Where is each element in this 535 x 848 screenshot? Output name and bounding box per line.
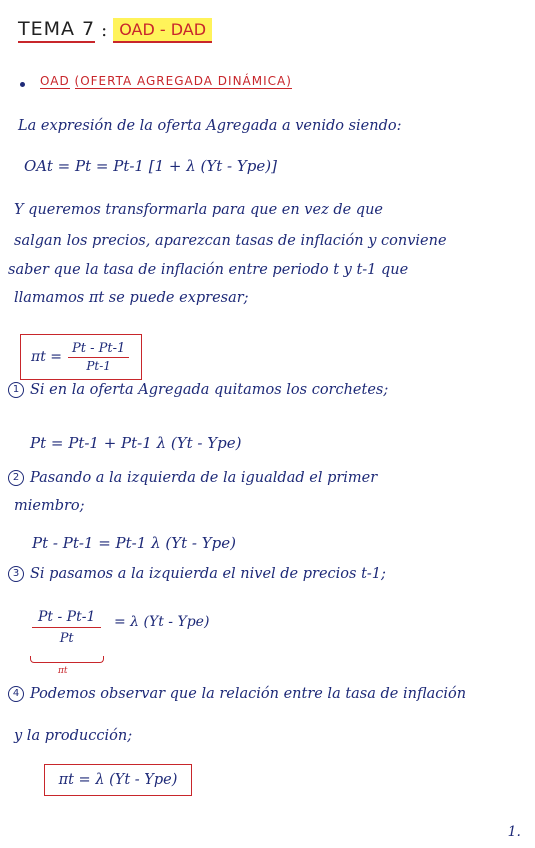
- step-3-under-label: πt: [58, 666, 68, 676]
- def-denominator: Pt-1: [86, 359, 111, 373]
- intro-line: La expresión de la oferta Agregada a venido siendo:: [18, 118, 402, 134]
- step-3-text: [8, 566, 386, 582]
- inflation-definition-box: [20, 334, 142, 380]
- paragraph-line: saber que la tasa de inflación entre periodo t y t-1 que: [8, 262, 409, 278]
- section-short: OAD: [40, 74, 70, 88]
- bullet-icon: [20, 82, 25, 87]
- paragraph-line: salgan los precios, aparezcan tasas de inflación y conviene: [14, 233, 447, 249]
- final-relation-box: πt = λ (Yt - Ype): [44, 764, 192, 796]
- step-number-badge: 2: [8, 470, 24, 486]
- step-4-text: [8, 686, 466, 702]
- step-3-underbrace: [30, 656, 104, 663]
- def-fraction: [68, 341, 129, 373]
- page-title: [18, 18, 212, 43]
- highlighted-topic: OAD - DAD: [113, 18, 212, 43]
- step-2-formula: Pt - Pt-1 = Pt-1 λ (Yt - Ype): [32, 534, 236, 552]
- title-colon: :: [101, 20, 108, 41]
- step-3-denominator: Pt: [59, 631, 74, 646]
- step-3-numerator: Pt - Pt-1: [32, 609, 101, 628]
- step-text: Podemos observar que la relación entre la tasa de inflación: [30, 686, 467, 702]
- step-1-text: [8, 382, 388, 398]
- section-long: (OFERTA AGREGADA DINÁMICA): [74, 74, 292, 88]
- step-4-text-cont: y la producción;: [14, 728, 133, 744]
- formula-oa: OAt = Pt = Pt-1 [1 + λ (Yt - Ype)]: [24, 157, 277, 175]
- step-3-fraction: [32, 606, 101, 646]
- step-number-badge: 1: [8, 382, 24, 398]
- step-text: Si pasamos a la izquierda el nivel de precios t-1;: [30, 566, 386, 582]
- step-number-badge: 4: [8, 686, 24, 702]
- page-number: 1.: [507, 824, 521, 840]
- step-3-rhs: = λ (Yt - Ype): [114, 614, 210, 630]
- def-lhs: πt =: [31, 349, 63, 365]
- section-heading: [40, 74, 292, 88]
- paragraph-line: llamamos πt se puede expresar;: [14, 290, 249, 306]
- step-number-badge: 3: [8, 566, 24, 582]
- tema-label: TEMA 7: [18, 18, 95, 43]
- step-text: Pasando a la izquierda de la igualdad el primer: [30, 470, 378, 486]
- paragraph-line: Y queremos transformarla para que en vez de que: [14, 202, 383, 218]
- step-text: Si en la oferta Agregada quitamos los corchetes;: [30, 382, 389, 398]
- step-1-formula: Pt = Pt-1 + Pt-1 λ (Yt - Ype): [30, 434, 242, 452]
- def-numerator: Pt - Pt-1: [68, 341, 129, 358]
- step-2-text: [8, 470, 377, 486]
- step-2-text-cont: miembro;: [14, 498, 85, 514]
